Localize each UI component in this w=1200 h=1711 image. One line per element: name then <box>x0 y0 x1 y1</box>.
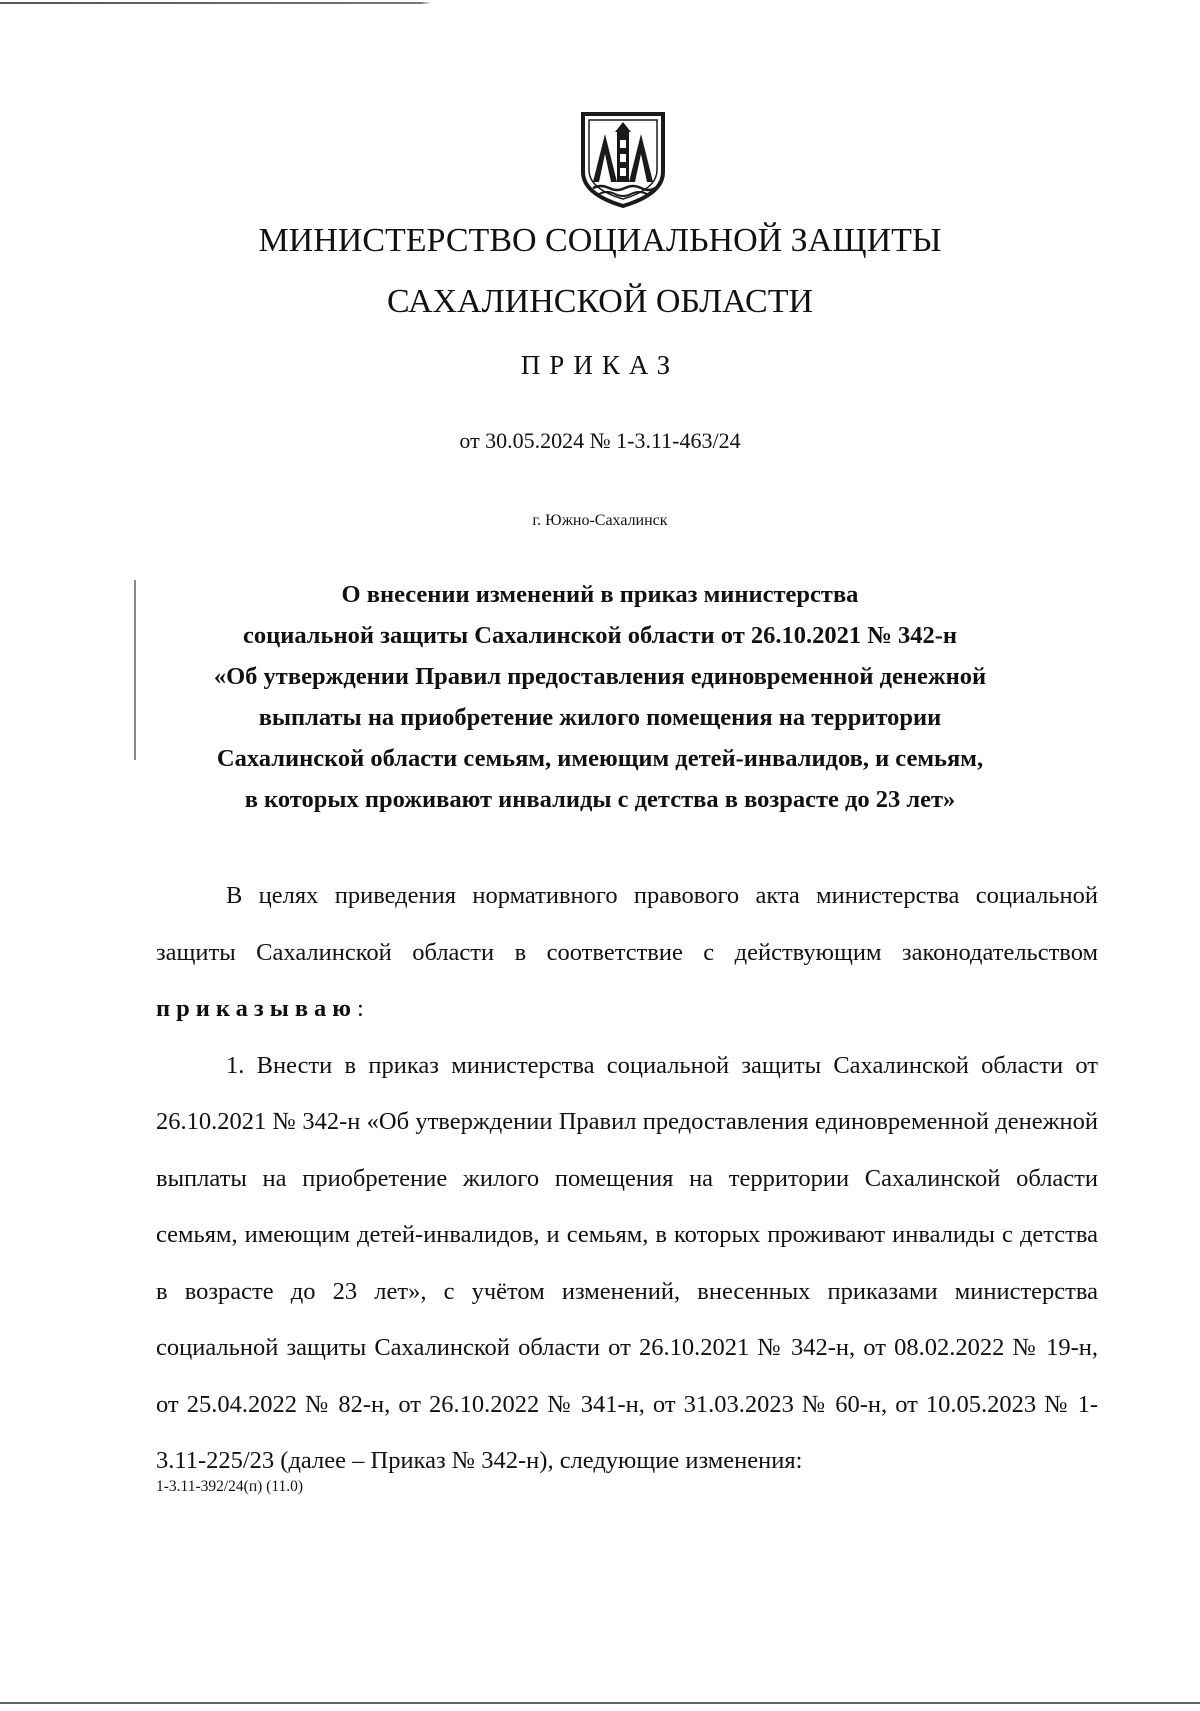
preamble-paragraph <box>156 868 1098 1038</box>
document-type: ПРИКАЗ <box>520 350 680 380</box>
issue-city: г. Южно-Сахалинск <box>532 512 668 529</box>
preamble-text: В целях приведения нормативного правового акта министерства социальной защиты Сахалинской области в соответствие с действующим законодательством <box>156 882 1098 966</box>
scan-edge-bottom <box>0 1702 1200 1704</box>
order-subject <box>140 574 1060 820</box>
ministry-title-line2: САХАЛИНСКОЙ ОБЛАСТИ <box>386 283 814 320</box>
ministry-title-line1: МИНИСТЕРСТВО СОЦИАЛЬНОЙ ЗАЩИТЫ <box>258 222 942 259</box>
preamble-colon: : <box>357 995 364 1022</box>
subject-line: социальной защиты Сахалинской области от 26.10.2021 № 342-н <box>242 622 958 649</box>
subject-line: Сахалинской области семьям, имеющим детей-инвалидов, и семьям, <box>216 745 984 772</box>
document-code: 1-3.11-392/24(п) (11.0) <box>156 1478 304 1495</box>
clause-1-paragraph: 1. Внести в приказ министерства социальной защиты Сахалинской области от 26.10.2021 № 342-н «Об утверждении Правил предоставления единовременной денежной выплаты на приобретение жилого помещения на территории Сахалинской области семьям, имеющим детей-инвалидов, и семьям, в которых проживают инвалиды с детства в возрасте до 23 лет», с учётом изменений, внесенных приказами министерства социальной защиты Сахалинской области от 26.10.2021 № 342-н, от 08.02.2022 № 19-н, от 25.04.2022 № 82-н, от 26.10.2022 № 341-н, от 31.03.2023 № 60-н, от 10.05.2023 № 1-3.11-225/23 (далее – Приказ № 342-н), следующие изменения: <box>156 1051 1098 1474</box>
order-number: от 30.05.2024 № 1-3.11-463/24 <box>459 428 741 453</box>
subject-line: «Об утверждении Правил предоставления единовременной денежной <box>213 663 987 690</box>
order-body <box>156 868 1098 1490</box>
subject-line: О внесении изменений в приказ министерства <box>341 581 859 608</box>
scan-edge-top <box>0 2 1200 4</box>
scan-margin-mark <box>134 580 136 760</box>
order-verb: приказываю <box>156 995 358 1022</box>
coat-of-arms-icon <box>577 110 669 208</box>
subject-line: в которых проживают инвалиды с детства в возрасте до 23 лет» <box>244 786 956 813</box>
subject-line: выплаты на приобретение жилого помещения на территории <box>258 704 942 731</box>
